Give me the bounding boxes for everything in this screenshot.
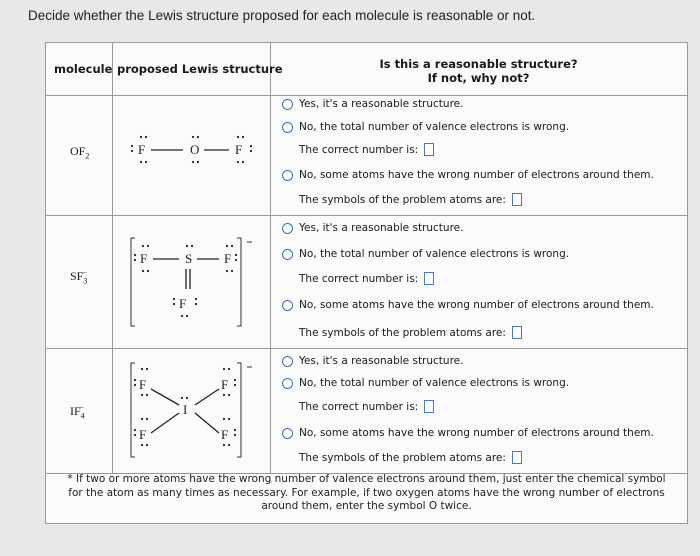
- svg-text:F: F: [139, 427, 147, 442]
- molecule-of2: $OF_2$: [70, 144, 90, 161]
- header-structure: proposed Lewis structure: [117, 62, 283, 76]
- correct-number-row-of2: The correct number is:: [299, 143, 434, 156]
- svg-text:S: S: [185, 251, 193, 266]
- header-molecule: molecule: [54, 62, 113, 76]
- option-yes-if4[interactable]: Yes, it's a reasonable structure.: [282, 355, 463, 367]
- molecule-sf3: $SF_3^-$: [70, 268, 88, 286]
- svg-text:F: F: [221, 427, 229, 442]
- header-question: Is this a reasonable structure? If not, why not?: [379, 57, 578, 85]
- molecule-if4: $IF_4^-$: [70, 403, 85, 421]
- svg-text:F: F: [138, 142, 146, 157]
- symbols-row-if4: The symbols of the problem atoms are:: [299, 451, 522, 464]
- problem-atoms-input[interactable]: [512, 451, 522, 464]
- svg-text:F: F: [221, 377, 229, 392]
- lewis-structure-of2: [113, 96, 270, 215]
- radio-button[interactable]: [282, 356, 293, 367]
- radio-button[interactable]: [282, 99, 293, 110]
- option-wrong-atoms-sf3[interactable]: No, some atoms have the wrong number of electrons around them.: [282, 299, 654, 311]
- radio-button[interactable]: [282, 428, 293, 439]
- symbols-row-of2: The symbols of the problem atoms are:: [299, 193, 522, 206]
- radio-button[interactable]: [282, 300, 293, 311]
- problem-atoms-input[interactable]: [512, 193, 522, 206]
- option-wrong-atoms-of2[interactable]: No, some atoms have the wrong number of electrons around them.: [282, 169, 654, 181]
- correct-number-input[interactable]: [424, 400, 434, 413]
- footnote: * If two or more atoms have the wrong number of valence electrons around them, just enter the chemical symbol for the atom as many times as necessary. For example, if two oxygen atoms have the wrong number of electrons around them, enter the symbol O twice.: [67, 473, 666, 512]
- option-wrong-atoms-if4[interactable]: No, some atoms have the wrong number of electrons around them.: [282, 427, 654, 439]
- radio-button[interactable]: [282, 170, 293, 181]
- correct-number-row-sf3: The correct number is:: [299, 272, 434, 285]
- svg-text:F: F: [140, 251, 148, 266]
- svg-text:F: F: [179, 296, 187, 311]
- column-divider: [270, 43, 271, 473]
- lewis-table-panel: [45, 42, 688, 524]
- question-prompt: Decide whether the Lewis structure proposed for each molecule is reasonable or not.: [28, 8, 536, 23]
- radio-button[interactable]: [282, 378, 293, 389]
- symbols-row-sf3: The symbols of the problem atoms are:: [299, 326, 522, 339]
- problem-atoms-input[interactable]: [512, 326, 522, 339]
- svg-text:F: F: [235, 142, 243, 157]
- radio-button[interactable]: [282, 122, 293, 133]
- svg-text:O: O: [190, 142, 200, 157]
- option-yes-sf3[interactable]: Yes, it's a reasonable structure.: [282, 222, 463, 234]
- radio-button[interactable]: [282, 223, 293, 234]
- svg-text:F: F: [224, 251, 232, 266]
- svg-text:F: F: [139, 377, 147, 392]
- option-wrong-valence-of2[interactable]: No, the total number of valence electrons is wrong.: [282, 121, 569, 133]
- radio-button[interactable]: [282, 249, 293, 260]
- lewis-structure-if4: [113, 349, 270, 473]
- option-wrong-valence-if4[interactable]: No, the total number of valence electrons is wrong.: [282, 377, 569, 389]
- svg-text:I: I: [183, 402, 188, 417]
- option-wrong-valence-sf3[interactable]: No, the total number of valence electrons is wrong.: [282, 248, 569, 260]
- correct-number-input[interactable]: [424, 272, 434, 285]
- correct-number-row-if4: The correct number is:: [299, 400, 434, 413]
- correct-number-input[interactable]: [424, 143, 434, 156]
- lewis-structure-sf3: [113, 216, 270, 348]
- option-yes-of2[interactable]: Yes, it's a reasonable structure.: [282, 98, 463, 110]
